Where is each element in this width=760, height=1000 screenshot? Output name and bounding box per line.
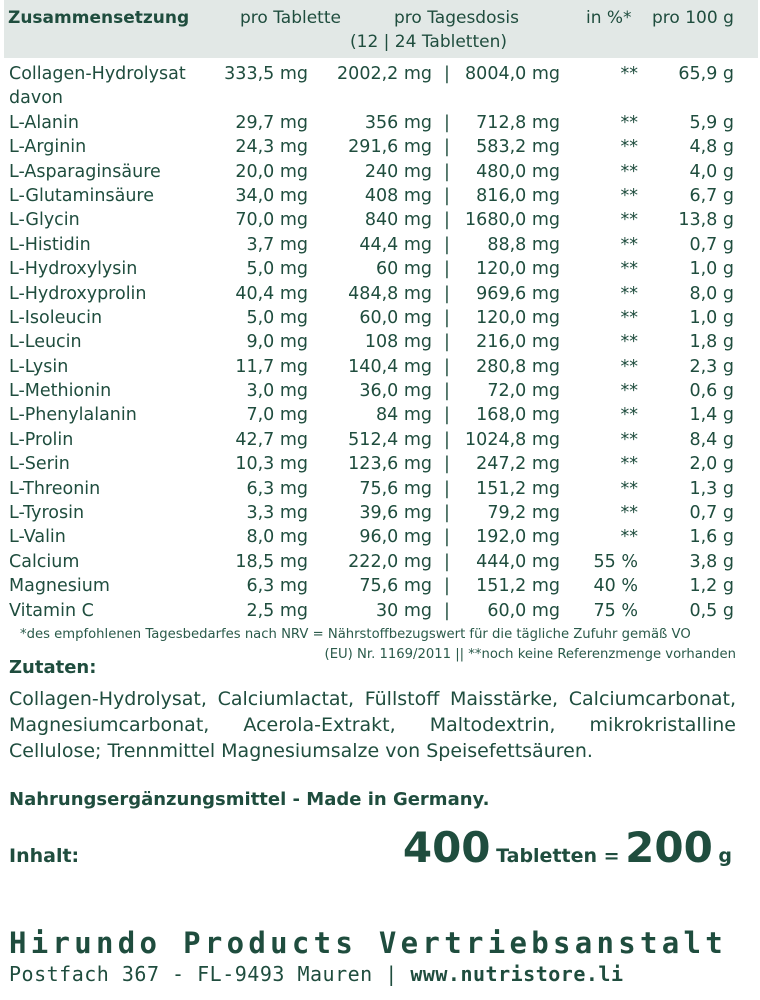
cell-tot: 60,0 mg xyxy=(487,600,560,621)
cell-day: 75,6 mg xyxy=(359,576,432,597)
header-percent: in %* xyxy=(586,8,632,28)
cell-name: L-Asparaginsäure xyxy=(9,161,161,182)
cell-tot: 1024,8 mg xyxy=(465,429,560,450)
cell-sep: | xyxy=(444,478,450,499)
company-name: Hirundo Products Vertriebsanstalt xyxy=(9,926,728,960)
cell-pct: ** xyxy=(620,137,638,158)
cell-tab: 5,0 mg xyxy=(246,307,308,328)
cell-p100: 1,0 g xyxy=(689,259,734,280)
cell-tot: 8004,0 mg xyxy=(465,64,560,84)
cell-sep: | xyxy=(444,503,450,524)
cell-sep: | xyxy=(444,381,450,402)
table-row xyxy=(0,306,760,330)
cell-pct: ** xyxy=(620,283,638,304)
cell-tot: 168,0 mg xyxy=(476,405,560,426)
header-per-tablet: pro Tablette xyxy=(240,8,341,28)
cell-pct: ** xyxy=(620,405,638,426)
table-row xyxy=(0,111,760,135)
footnote-line-2: (EU) Nr. 1169/2011 || **noch keine Referenzmenge vorhanden xyxy=(324,647,736,662)
cell-tab: 8,0 mg xyxy=(246,527,308,548)
cell-p100: 0,6 g xyxy=(689,381,734,402)
cell-tab: 7,0 mg xyxy=(246,405,308,426)
cell-sep: | xyxy=(444,332,450,353)
tablet-unit: Tabletten = xyxy=(496,845,620,867)
cell-name: L-Histidin xyxy=(9,234,91,255)
cell-name: L-Hydroxyprolin xyxy=(9,283,147,304)
cell-sep: | xyxy=(444,259,450,280)
cell-tot: 969,6 mg xyxy=(476,283,560,304)
cell-p100: 0,7 g xyxy=(689,234,734,255)
cell-p100: 2,0 g xyxy=(689,454,734,475)
cell-day: 356 mg xyxy=(364,112,432,133)
cell-tab: 40,4 mg xyxy=(235,283,308,304)
cell-tab: 42,7 mg xyxy=(235,429,308,450)
cell-name: L-Phenylalanin xyxy=(9,405,137,426)
cell-p100: 4,8 g xyxy=(689,137,734,158)
cell-tab: 24,3 mg xyxy=(235,137,308,158)
content-label: Inhalt: xyxy=(9,845,80,867)
table-row xyxy=(0,379,760,403)
cell-tot: 151,2 mg xyxy=(476,576,560,597)
supplement-note: Nahrungsergänzungsmittel - Made in Germany. xyxy=(9,789,490,810)
content-amount xyxy=(403,822,732,883)
cell-name: L-Lysin xyxy=(9,356,69,377)
header-per-day: pro Tagesdosis xyxy=(394,8,519,28)
cell-tab: 18,5 mg xyxy=(235,551,308,572)
table-row xyxy=(0,525,760,549)
cell-tot: 280,8 mg xyxy=(476,356,560,377)
cell-day: 30 mg xyxy=(376,600,432,621)
table-row xyxy=(0,135,760,159)
cell-tot: 120,0 mg xyxy=(476,259,560,280)
cell-pct: ** xyxy=(620,234,638,255)
weight-unit: g xyxy=(718,845,732,867)
cell-sep: | xyxy=(444,576,450,597)
cell-day: 123,6 mg xyxy=(348,454,432,475)
cell-p100: 1,2 g xyxy=(689,576,734,597)
cell-pct: ** xyxy=(620,161,638,182)
cell-tot: 1680,0 mg xyxy=(465,210,560,231)
cell-name: L-Arginin xyxy=(9,137,87,158)
table-row xyxy=(0,477,760,501)
cell-tab: 10,3 mg xyxy=(235,454,308,475)
footnote-line-1: *des empfohlenen Tagesbedarfes nach NRV = Nährstoffbezugswert für die tägliche Zufuhr gemäß VO xyxy=(20,627,691,642)
cell-pct: 75 % xyxy=(593,600,638,621)
table-row xyxy=(0,184,760,208)
table-row xyxy=(0,160,760,184)
cell-day: 44,4 mg xyxy=(359,234,432,255)
cell-day: 240 mg xyxy=(364,161,432,182)
cell-sep: | xyxy=(444,185,450,206)
cell-day: 408 mg xyxy=(364,185,432,206)
cell-day: 60,0 mg xyxy=(359,307,432,328)
cell-day: 96,0 mg xyxy=(359,527,432,548)
cell-tab: 20,0 mg xyxy=(235,161,308,182)
cell-name: Vitamin C xyxy=(9,600,94,621)
header-composition: Zusammensetzung xyxy=(8,8,190,28)
cell-day: 140,4 mg xyxy=(348,356,432,377)
table-row xyxy=(0,257,760,281)
nutrition-table xyxy=(0,62,760,623)
cell-p100: 4,0 g xyxy=(689,161,734,182)
cell-tot: 583,2 mg xyxy=(476,137,560,158)
cell-tot: 120,0 mg xyxy=(476,307,560,328)
ingredients-text: Collagen-Hydrolysat, Calciumlactat, Füllstoff Maisstärke, Calciumcarbonat, Magnesiumcarbonat, Acerola-Extrakt, Maltodextrin, mikrokristalline Cellulose; Trennmittel Magnesiumsalze von Speisefettsäuren. xyxy=(9,688,736,762)
cell-pct: ** xyxy=(620,381,638,402)
cell-tot: 79,2 mg xyxy=(487,503,560,524)
cell-tot: 816,0 mg xyxy=(476,185,560,206)
cell-tot: 88,8 mg xyxy=(487,234,560,255)
cell-pct: ** xyxy=(620,112,638,133)
header-day-sub: (12 | 24 Tabletten) xyxy=(350,32,507,52)
cell-day: 36,0 mg xyxy=(359,381,432,402)
company-address: Postfach 367 - FL-9493 Mauren | xyxy=(9,962,411,986)
cell-pct: ** xyxy=(620,527,638,548)
cell-tab: 3,7 mg xyxy=(246,234,308,255)
cell-name: L-Glutaminsäure xyxy=(9,185,155,206)
cell-pct: ** xyxy=(620,503,638,524)
cell-tot: 151,2 mg xyxy=(476,478,560,499)
cell-tot: 712,8 mg xyxy=(476,112,560,133)
cell-name: Magnesium xyxy=(9,576,110,597)
ingredients-title: Zutaten: xyxy=(9,657,97,678)
cell-sep: | xyxy=(444,234,450,255)
cell-name: L-Alanin xyxy=(9,112,79,133)
cell-day: 840 mg xyxy=(364,210,432,231)
cell-p100: 65,9 g xyxy=(678,64,734,84)
cell-name: L-Glycin xyxy=(9,210,80,231)
cell-sep: | xyxy=(444,137,450,158)
table-row xyxy=(0,501,760,525)
cell-sep: | xyxy=(444,356,450,377)
header-per-100g: pro 100 g xyxy=(652,8,734,28)
cell-tab: 333,5 mg xyxy=(224,64,308,84)
cell-pct: ** xyxy=(620,64,638,84)
cell-p100: 8,4 g xyxy=(689,429,734,450)
cell-tab: 70,0 mg xyxy=(235,210,308,231)
cell-sep: | xyxy=(444,600,450,621)
cell-tab: 6,3 mg xyxy=(246,478,308,499)
cell-pct: 55 % xyxy=(593,551,638,572)
cell-sep: | xyxy=(444,454,450,475)
cell-sep: | xyxy=(444,307,450,328)
cell-day: 108 mg xyxy=(364,332,432,353)
cell-name: L-Threonin xyxy=(9,478,101,499)
cell-p100: 5,9 g xyxy=(689,112,734,133)
cell-sep: | xyxy=(444,161,450,182)
table-row xyxy=(0,62,760,86)
cell-p100: 2,3 g xyxy=(689,356,734,377)
cell-name: L-Valin xyxy=(9,527,66,548)
cell-p100: 1,6 g xyxy=(689,527,734,548)
company-website: www.nutristore.li xyxy=(410,962,624,986)
table-row xyxy=(0,574,760,598)
cell-p100: 1,8 g xyxy=(689,332,734,353)
cell-p100: 0,5 g xyxy=(689,600,734,621)
cell-sep: | xyxy=(444,283,450,304)
cell-tab: 5,0 mg xyxy=(246,259,308,280)
cell-sep: | xyxy=(444,210,450,231)
cell-sep: | xyxy=(444,551,450,572)
table-row xyxy=(0,599,760,623)
cell-tot: 247,2 mg xyxy=(476,454,560,475)
cell-p100: 0,7 g xyxy=(689,503,734,524)
cell-p100: 13,8 g xyxy=(678,210,734,231)
cell-day: 222,0 mg xyxy=(348,551,432,572)
cell-sep: | xyxy=(444,527,450,548)
cell-pct: ** xyxy=(620,356,638,377)
cell-name: L-Methionin xyxy=(9,381,112,402)
tablet-count: 400 xyxy=(402,823,491,872)
cell-pct: ** xyxy=(620,185,638,206)
cell-tot: 216,0 mg xyxy=(476,332,560,353)
cell-tab: 2,5 mg xyxy=(246,600,308,621)
cell-p100: 8,0 g xyxy=(689,283,734,304)
cell-pct: ** xyxy=(620,259,638,280)
cell-day: 512,4 mg xyxy=(348,429,432,450)
cell-name: Collagen-Hydrolysat xyxy=(9,64,186,84)
cell-day: 84 mg xyxy=(376,405,432,426)
cell-name: L-Hydroxylysin xyxy=(9,259,138,280)
cell-tab: 34,0 mg xyxy=(235,185,308,206)
cell-pct: 40 % xyxy=(593,576,638,597)
cell-name: L-Tyrosin xyxy=(9,503,85,524)
cell-p100: 1,4 g xyxy=(689,405,734,426)
cell-day: 484,8 mg xyxy=(348,283,432,304)
cell-tab: 3,0 mg xyxy=(246,381,308,402)
cell-pct: ** xyxy=(620,478,638,499)
cell-name: Calcium xyxy=(9,551,80,572)
table-row xyxy=(0,208,760,232)
cell-day: 75,6 mg xyxy=(359,478,432,499)
cell-name: L-Prolin xyxy=(9,429,74,450)
table-header xyxy=(4,0,758,58)
company-address-line xyxy=(9,962,624,986)
cell-name: L-Leucin xyxy=(9,332,82,353)
table-row xyxy=(0,403,760,427)
cell-pct: ** xyxy=(620,332,638,353)
cell-sep: | xyxy=(444,405,450,426)
table-row xyxy=(0,86,760,110)
table-row xyxy=(0,233,760,257)
cell-tab: 6,3 mg xyxy=(246,576,308,597)
cell-p100: 3,8 g xyxy=(689,551,734,572)
cell-day: 60 mg xyxy=(376,259,432,280)
cell-tab: 9,0 mg xyxy=(246,332,308,353)
table-row xyxy=(0,355,760,379)
cell-tab: 3,3 mg xyxy=(246,503,308,524)
table-row xyxy=(0,282,760,306)
cell-p100: 6,7 g xyxy=(689,185,734,206)
cell-p100: 1,3 g xyxy=(689,478,734,499)
table-row xyxy=(0,428,760,452)
cell-name: davon xyxy=(9,88,63,109)
cell-tot: 192,0 mg xyxy=(476,527,560,548)
net-weight: 200 xyxy=(625,823,713,872)
cell-day: 291,6 mg xyxy=(348,137,432,158)
cell-tab: 11,7 mg xyxy=(235,356,308,377)
table-row xyxy=(0,330,760,354)
cell-sep: | xyxy=(444,429,450,450)
table-row xyxy=(0,550,760,574)
cell-day: 2002,2 mg xyxy=(337,64,432,84)
cell-pct: ** xyxy=(620,454,638,475)
cell-pct: ** xyxy=(620,307,638,328)
cell-day: 39,6 mg xyxy=(359,503,432,524)
table-row xyxy=(0,452,760,476)
cell-pct: ** xyxy=(620,429,638,450)
cell-name: L-Serin xyxy=(9,454,70,475)
cell-tot: 480,0 mg xyxy=(476,161,560,182)
cell-tab: 29,7 mg xyxy=(235,112,308,133)
cell-tot: 444,0 mg xyxy=(476,551,560,572)
cell-name: L-Isoleucin xyxy=(9,307,103,328)
cell-sep: | xyxy=(444,112,450,133)
cell-p100: 1,0 g xyxy=(689,307,734,328)
cell-tot: 72,0 mg xyxy=(487,381,560,402)
cell-sep: | xyxy=(444,64,450,84)
cell-pct: ** xyxy=(620,210,638,231)
